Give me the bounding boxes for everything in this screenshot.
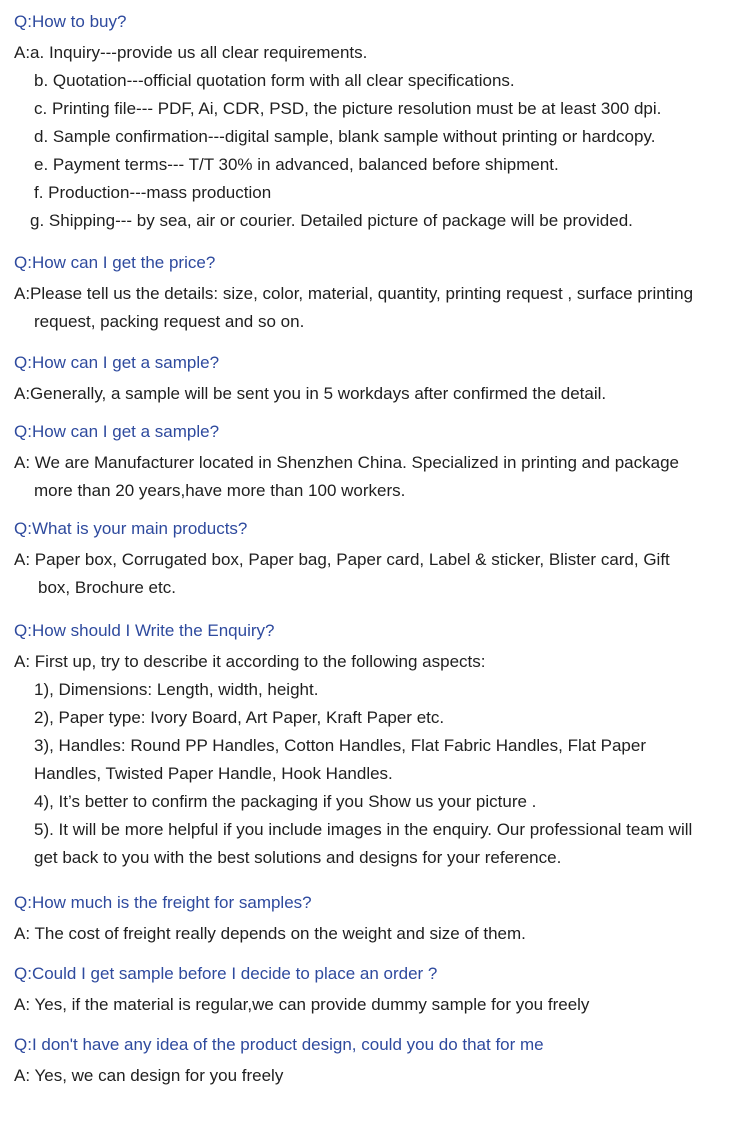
faq-answer-1-line-6: f. Production---mass production bbox=[34, 183, 272, 202]
faq-question-4: Q:How can I get a sample? bbox=[14, 422, 220, 441]
faq-answer-6-line-7: 5). It will be more helpful if you include images in the enquiry. Our professional team will bbox=[34, 820, 693, 839]
faq-answer-6-line-5: Handles, Twisted Paper Handle, Hook Handles. bbox=[34, 764, 393, 783]
faq-answer-1-line-7: g. Shipping--- by sea, air or courier. Detailed picture of package will be provided. bbox=[30, 211, 633, 230]
faq-answer-1-line-3: c. Printing file--- PDF, Ai, CDR, PSD, the picture resolution must be at least 300 dpi. bbox=[34, 99, 662, 118]
faq-question-9: Q:I don't have any idea of the product design, could you do that for me bbox=[14, 1035, 544, 1054]
faq-answer-1-line-1: A:a. Inquiry---provide us all clear requirements. bbox=[14, 43, 368, 62]
faq-answer-2-line-1: A:Please tell us the details: size, color, material, quantity, printing request , surface printing bbox=[14, 284, 694, 303]
faq-question-8: Q:Could I get sample before I decide to place an order ? bbox=[14, 964, 438, 983]
faq-question-7: Q:How much is the freight for samples? bbox=[14, 893, 312, 912]
faq-answer-1-line-2: b. Quotation---official quotation form with all clear specifications. bbox=[34, 71, 515, 90]
faq-question-6: Q:How should I Write the Enquiry? bbox=[14, 621, 275, 640]
faq-question-1: Q:How to buy? bbox=[14, 12, 127, 31]
faq-answer-9-line-1: A: Yes, we can design for you freely bbox=[14, 1066, 284, 1085]
faq-answer-5-line-2: box, Brochure etc. bbox=[38, 578, 176, 597]
faq-answer-4-line-1: A: We are Manufacturer located in Shenzhen China. Specialized in printing and package bbox=[14, 453, 679, 472]
faq-question-3: Q:How can I get a sample? bbox=[14, 353, 220, 372]
faq-answer-6-line-6: 4), It’s better to confirm the packaging if you Show us your picture . bbox=[34, 792, 537, 811]
faq-answer-5-line-1: A: Paper box, Corrugated box, Paper bag, Paper card, Label & sticker, Blister card, Gift bbox=[14, 550, 670, 569]
faq-answer-1-line-4: d. Sample confirmation---digital sample, blank sample without printing or hardcopy. bbox=[34, 127, 656, 146]
faq-answer-6-line-3: 2), Paper type: Ivory Board, Art Paper, Kraft Paper etc. bbox=[34, 708, 445, 727]
faq-question-2: Q:How can I get the price? bbox=[14, 253, 216, 272]
faq-answer-6-line-8: get back to you with the best solutions and designs for your reference. bbox=[34, 848, 562, 867]
faq-answer-6-line-1: A: First up, try to describe it according to the following aspects: bbox=[14, 652, 486, 671]
faq-answer-3-line-1: A:Generally, a sample will be sent you in 5 workdays after confirmed the detail. bbox=[14, 384, 607, 403]
faq-answer-1-line-5: e. Payment terms--- T/T 30% in advanced, balanced before shipment. bbox=[34, 155, 559, 174]
faq-answer-2-line-2: request, packing request and so on. bbox=[34, 312, 305, 331]
faq-answer-8-line-1: A: Yes, if the material is regular,we can provide dummy sample for you freely bbox=[14, 995, 590, 1014]
faq-answer-6-line-4: 3), Handles: Round PP Handles, Cotton Handles, Flat Fabric Handles, Flat Paper bbox=[34, 736, 646, 755]
faq-answer-6-line-2: 1), Dimensions: Length, width, height. bbox=[34, 680, 319, 699]
faq-answer-7-line-1: A: The cost of freight really depends on the weight and size of them. bbox=[14, 924, 526, 943]
faq-answer-4-line-2: more than 20 years,have more than 100 workers. bbox=[34, 481, 406, 500]
faq-question-5: Q:What is your main products? bbox=[14, 519, 248, 538]
